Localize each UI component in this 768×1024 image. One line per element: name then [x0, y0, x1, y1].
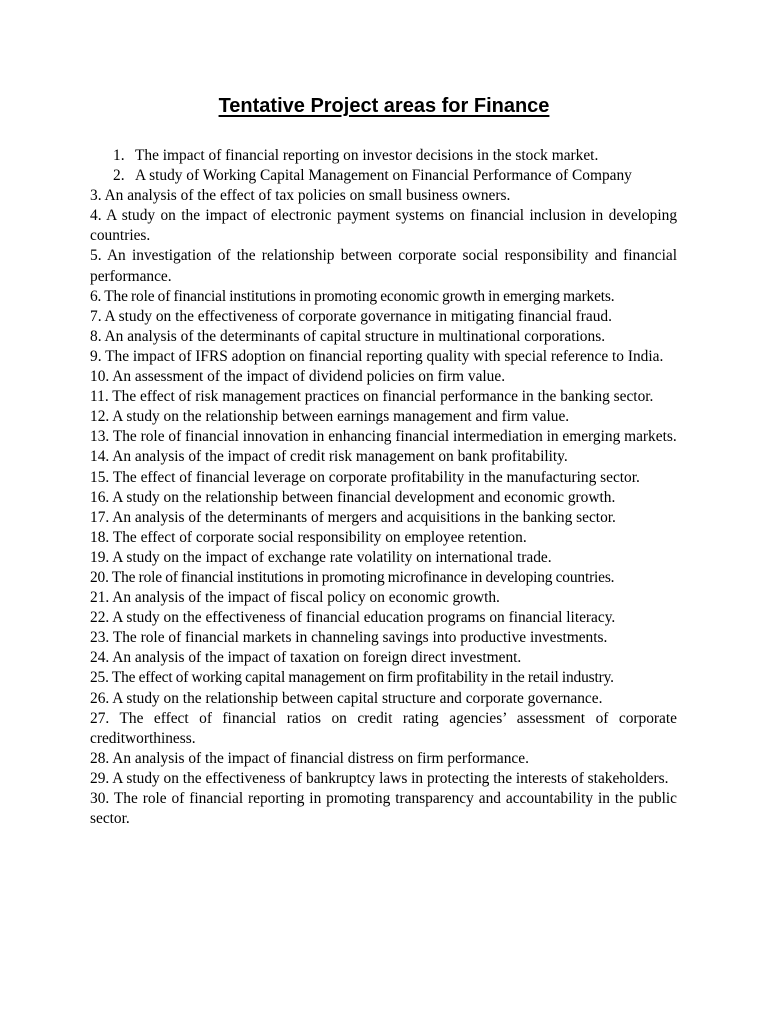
list-item: 20. The role of financial institutions in promoting microfinance in developing countries.	[90, 568, 615, 586]
list-item: 24. An analysis of the impact of taxation on foreign direct investment.	[90, 649, 522, 667]
list-item: 2. A study of Working Capital Management on Financial Performance of Company	[113, 167, 632, 185]
list-item: 28. An analysis of the impact of financial distress on firm performance.	[90, 749, 529, 767]
list-item: 6. The role of financial institutions in promoting economic growth in emerging markets.	[90, 287, 615, 305]
list-item: 12. A study on the relationship between earnings management and firm value.	[90, 408, 570, 426]
page-title: Tentative Project areas for Finance	[218, 95, 550, 117]
list-item: 16. A study on the relationship between financial development and economic growth.	[90, 488, 616, 506]
list-item: 11. The effect of risk management practices on financial performance in the banking sector.	[90, 388, 654, 406]
list-item: 3. An analysis of the effect of tax policies on small business owners.	[90, 187, 511, 205]
list-item: 19. A study on the impact of exchange rate volatility on international trade.	[90, 548, 552, 566]
list-item: 8. An analysis of the determinants of capital structure in multinational corporations.	[90, 327, 606, 345]
list-item: 26. A study on the relationship between capital structure and corporate governance.	[90, 689, 603, 707]
list-item: 15. The effect of financial leverage on corporate profitability in the manufacturing sector.	[90, 468, 640, 486]
list-item: 23. The role of financial markets in channeling savings into productive investments.	[90, 629, 608, 647]
list-item: 13. The role of financial innovation in enhancing financial intermediation in emerging markets.	[90, 428, 677, 446]
list-item: 7. A study on the effectiveness of corporate governance in mitigating financial fraud.	[90, 307, 612, 325]
list-item: 22. A study on the effectiveness of financial education programs on financial literacy.	[90, 609, 616, 627]
list-item: 17. An analysis of the determinants of mergers and acquisitions in the banking sector.	[90, 508, 616, 526]
list-item: 30. The role of financial reporting in promoting transparency and accountability in the public sector.	[90, 790, 677, 828]
list-item: 29. A study on the effectiveness of bankruptcy laws in protecting the interests of stakeholders.	[90, 769, 669, 787]
list-item: 18. The effect of corporate social responsibility on employee retention.	[90, 528, 527, 546]
list-item: 21. An analysis of the impact of fiscal policy on economic growth.	[90, 589, 500, 607]
list-item: 5. An investigation of the relationship between corporate social responsibility and financial performance.	[90, 247, 677, 285]
list-item: 25. The effect of working capital management on firm profitability in the retail industry.	[90, 669, 614, 687]
list-item: 9. The impact of IFRS adoption on financial reporting quality with special reference to India.	[90, 347, 664, 365]
list-item: 1. The impact of financial reporting on investor decisions in the stock market.	[113, 147, 599, 164]
list-item: 27. The effect of financial ratios on credit rating agencies’ assessment of corporate creditworthiness.	[90, 709, 677, 747]
list-item: 10. An assessment of the impact of dividend policies on firm value.	[90, 368, 506, 386]
list-item: 4. A study on the impact of electronic payment systems on financial inclusion in developing countries.	[90, 207, 678, 245]
project-list	[90, 146, 677, 829]
list-item: 14. An analysis of the impact of credit risk management on bank profitability.	[90, 448, 568, 466]
